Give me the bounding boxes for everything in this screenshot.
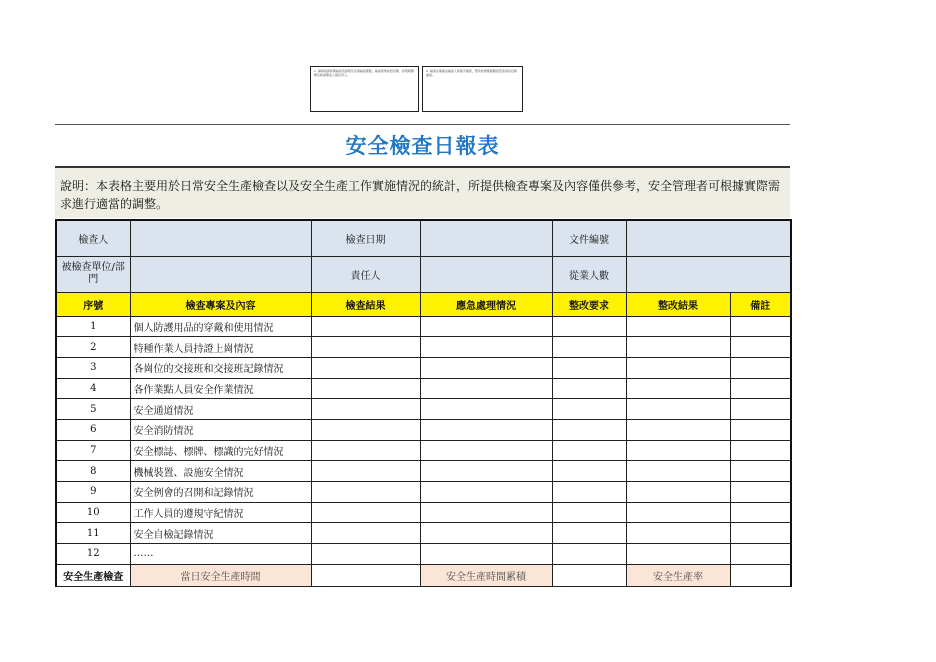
table-row: [56, 399, 791, 420]
row-outcome-cell[interactable]: [626, 523, 730, 544]
row-result-cell[interactable]: [311, 544, 420, 565]
row-requirement-cell[interactable]: [552, 482, 626, 503]
row-result-cell[interactable]: [311, 337, 420, 358]
row-emergency-cell[interactable]: [420, 523, 552, 544]
daily-time-label: 當日安全生產時間: [130, 564, 311, 586]
row-remarks-cell[interactable]: [730, 399, 791, 420]
row-result-cell[interactable]: [311, 523, 420, 544]
row-result-cell[interactable]: [311, 399, 420, 420]
row-result-cell[interactable]: [311, 378, 420, 399]
row-remarks-cell[interactable]: [730, 523, 791, 544]
col-header-outcome: 整改結果: [626, 292, 730, 316]
row-outcome-cell[interactable]: [626, 337, 730, 358]
row-content: 各作業點人員安全作業情況: [130, 378, 311, 399]
row-emergency-cell[interactable]: [420, 544, 552, 565]
row-emergency-cell[interactable]: [420, 461, 552, 482]
row-result-cell[interactable]: [311, 461, 420, 482]
accumulated-time-field[interactable]: [552, 564, 626, 586]
row-requirement-cell[interactable]: [552, 523, 626, 544]
row-content: 安全自檢記錄情況: [130, 523, 311, 544]
row-content: 機械裝置、設施安全情況: [130, 461, 311, 482]
row-remarks-cell[interactable]: [730, 337, 791, 358]
rate-label: 安全生產率: [626, 564, 730, 586]
description-box: [55, 166, 790, 218]
date-label: 檢查日期: [311, 220, 420, 256]
row-outcome-cell[interactable]: [626, 378, 730, 399]
note-box-right: [422, 66, 523, 112]
row-result-cell[interactable]: [311, 357, 420, 378]
description-text: 說明：本表格主要用於日常安全生產檢查以及安全生產工作實施情況的統計，所提供檢查專案及內容僅供參考，安全管理者可根據實際需求進行適當的調整。: [60, 179, 781, 211]
unit-label: 被檢查單位/部門: [56, 256, 130, 292]
row-outcome-cell[interactable]: [626, 399, 730, 420]
row-requirement-cell[interactable]: [552, 544, 626, 565]
col-header-remarks: 備註: [730, 292, 791, 316]
note-box-left: [310, 66, 419, 112]
row-outcome-cell[interactable]: [626, 419, 730, 440]
item-rows: [56, 316, 791, 564]
staff-field[interactable]: [626, 256, 791, 292]
row-requirement-cell[interactable]: [552, 337, 626, 358]
table-row: [56, 357, 791, 378]
row-result-cell[interactable]: [311, 440, 420, 461]
row-requirement-cell[interactable]: [552, 378, 626, 399]
col-header-requirement: 整改要求: [552, 292, 626, 316]
footer-row: [56, 564, 791, 586]
row-requirement-cell[interactable]: [552, 399, 626, 420]
daily-time-field[interactable]: [311, 564, 420, 586]
row-emergency-cell[interactable]: [420, 316, 552, 337]
table-row: [56, 419, 791, 440]
table-row: [56, 482, 791, 503]
row-number: 7: [56, 440, 130, 461]
row-number: 9: [56, 482, 130, 503]
row-content: 安全標誌、標牌、標識的完好情況: [130, 440, 311, 461]
rate-field[interactable]: [730, 564, 791, 586]
row-remarks-cell[interactable]: [730, 502, 791, 523]
row-outcome-cell[interactable]: [626, 316, 730, 337]
row-emergency-cell[interactable]: [420, 337, 552, 358]
row-requirement-cell[interactable]: [552, 502, 626, 523]
row-outcome-cell[interactable]: [626, 544, 730, 565]
row-requirement-cell[interactable]: [552, 419, 626, 440]
row-content: 工作人員的遵規守紀情況: [130, 502, 311, 523]
info-row-2: [56, 256, 791, 292]
page-title: 安全檢查日報表: [345, 134, 500, 158]
row-requirement-cell[interactable]: [552, 461, 626, 482]
row-remarks-cell[interactable]: [730, 544, 791, 565]
table-row: [56, 523, 791, 544]
row-emergency-cell[interactable]: [420, 482, 552, 503]
row-number: 12: [56, 544, 130, 565]
row-number: 6: [56, 419, 130, 440]
table-row: [56, 461, 791, 482]
row-content: 安全通道情況: [130, 399, 311, 420]
row-content: 安全例會的召開和記錄情況: [130, 482, 311, 503]
table-row: [56, 440, 791, 461]
col-header-content: 檢查專案及內容: [130, 292, 311, 316]
row-result-cell[interactable]: [311, 316, 420, 337]
column-header-row: [56, 292, 791, 316]
table-row: [56, 337, 791, 358]
row-number: 5: [56, 399, 130, 420]
row-result-cell[interactable]: [311, 419, 420, 440]
row-result-cell[interactable]: [311, 482, 420, 503]
row-requirement-cell[interactable]: [552, 440, 626, 461]
row-number: 4: [56, 378, 130, 399]
accumulated-time-label: 安全生產時間累積: [420, 564, 552, 586]
row-remarks-cell[interactable]: [730, 419, 791, 440]
row-result-cell[interactable]: [311, 502, 420, 523]
row-number: 1: [56, 316, 130, 337]
note-text-right: 2. 檢查完畢後由檢查人員簽字確認，整改結果應跟蹤落實並留存記錄備查。: [426, 69, 517, 77]
inspection-table: [55, 219, 792, 587]
note-text-left: 1. 填寫前請詳閱檢查表說明及各項檢查要點，檢查結果如實記錄，發現問題應及時處理並上報負責人。: [314, 69, 414, 77]
date-field[interactable]: [420, 220, 552, 256]
row-content: 安全消防情況: [130, 419, 311, 440]
col-header-no: 序號: [56, 292, 130, 316]
row-requirement-cell[interactable]: [552, 316, 626, 337]
doc-no-label: 文件編號: [552, 220, 626, 256]
row-emergency-cell[interactable]: [420, 419, 552, 440]
row-remarks-cell[interactable]: [730, 378, 791, 399]
col-header-result: 檢查結果: [311, 292, 420, 316]
responsible-label: 責任人: [311, 256, 420, 292]
doc-no-field[interactable]: [626, 220, 791, 256]
table-row: [56, 378, 791, 399]
row-remarks-cell[interactable]: [730, 482, 791, 503]
row-remarks-cell[interactable]: [730, 357, 791, 378]
responsible-field[interactable]: [420, 256, 552, 292]
row-remarks-cell[interactable]: [730, 316, 791, 337]
row-number: 11: [56, 523, 130, 544]
row-number: 2: [56, 337, 130, 358]
row-emergency-cell[interactable]: [420, 357, 552, 378]
footer-label: 安全生產檢查: [56, 564, 130, 586]
row-content: 個人防護用品的穿戴和使用情況: [130, 316, 311, 337]
top-divider: [55, 124, 790, 125]
inspector-label: 檢查人: [56, 220, 130, 256]
row-remarks-cell[interactable]: [730, 461, 791, 482]
table-row: [56, 316, 791, 337]
row-emergency-cell[interactable]: [420, 399, 552, 420]
table-row: [56, 544, 791, 565]
row-outcome-cell[interactable]: [626, 502, 730, 523]
row-number: 10: [56, 502, 130, 523]
row-outcome-cell[interactable]: [626, 357, 730, 378]
row-emergency-cell[interactable]: [420, 378, 552, 399]
row-content: 特種作業人員持證上崗情況: [130, 337, 311, 358]
inspector-field[interactable]: [130, 220, 311, 256]
col-header-emergency: 應急處理情況: [420, 292, 552, 316]
row-outcome-cell[interactable]: [626, 440, 730, 461]
row-outcome-cell[interactable]: [626, 461, 730, 482]
row-content: 各崗位的交接班和交接班記錄情況: [130, 357, 311, 378]
row-outcome-cell[interactable]: [626, 482, 730, 503]
row-content: ……: [130, 544, 311, 565]
row-requirement-cell[interactable]: [552, 357, 626, 378]
staff-label: 從業人數: [552, 256, 626, 292]
table-row: [56, 502, 791, 523]
info-row-1: [56, 220, 791, 256]
row-remarks-cell[interactable]: [730, 440, 791, 461]
row-emergency-cell[interactable]: [420, 502, 552, 523]
row-emergency-cell[interactable]: [420, 440, 552, 461]
row-number: 3: [56, 357, 130, 378]
row-number: 8: [56, 461, 130, 482]
unit-field[interactable]: [130, 256, 311, 292]
